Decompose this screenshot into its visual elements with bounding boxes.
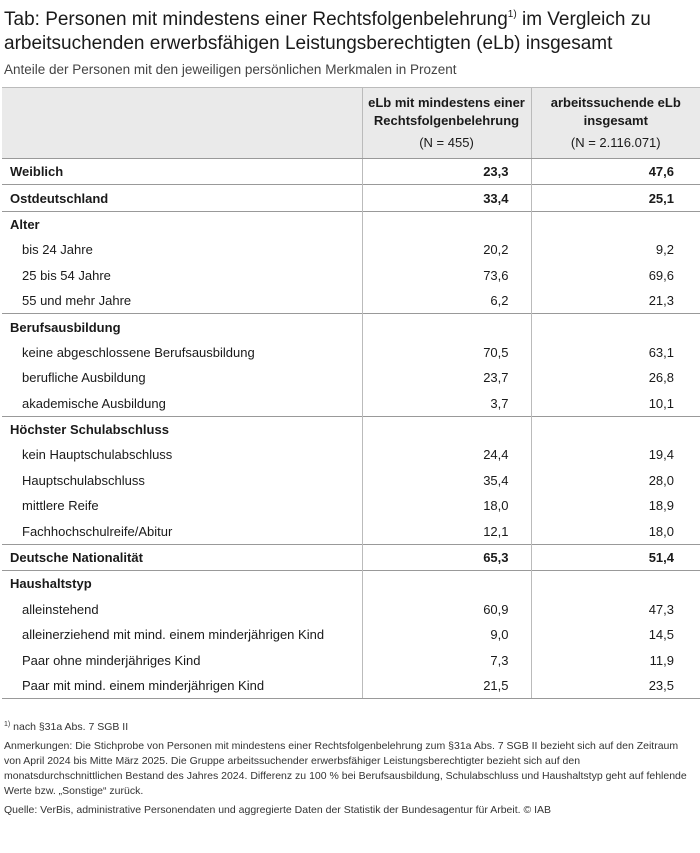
header-col-1-label: eLb mit mindestens einer Rechtsfolgenbelehrung [368,95,525,128]
value-col-1: 24,4 [362,442,531,467]
value-col-2 [531,571,700,597]
row-label: Ostdeutschland [2,185,362,211]
table-row [2,544,700,570]
row-label: Paar mit mind. einem minderjährigen Kind [2,673,362,699]
value-col-2: 28,0 [531,468,700,493]
value-col-1 [362,416,531,442]
table-subtitle: Anteile der Personen mit den jeweiligen persönlichen Merkmalen in Prozent [4,62,457,77]
table-title: Tab: Personen mit mindestens einer Rechtsfolgenbelehrung$^{1)}$ im Vergleich zu arbeitsuchenden erwerbsfähigen Leistungsberechtigten (eLb) insgesamt [4,9,651,54]
table-row [2,365,700,390]
row-label: Haushaltstyp [2,571,362,597]
value-col-1: 21,5 [362,673,531,699]
value-col-2 [531,416,700,442]
remarks: Anmerkungen: Die Stichprobe von Personen mit mindestens einer Rechtsfolgenbelehrung zum §31a Abs. 7 SGB II bezieht sich auf den Zeitraum von April 2024 bis Mitte März 2025. Die Gruppe arbeitssuchender erwerbsfähiger Leistungsberechtigter bezieht sich auf den monatsdurchschnittlichen Bestand des Jahres 2024. Differenz zu 100 % bei Berufsausbildung, Schulabschluss und Haushaltstyp geht auf fehlende Werte bzw. „Sonstige“ zurück. [4,740,687,798]
row-label: Hauptschulabschluss [22,472,145,488]
table-row [2,442,700,467]
table-row [2,673,700,699]
value-col-1 [362,571,531,597]
row-label: Paar ohne minderjähriges Kind [22,652,201,668]
value-col-1: 23,3 [362,159,531,185]
value-col-1: 3,7 [362,391,531,417]
data-table [2,87,700,699]
header-empty [2,88,362,159]
row-label: Weiblich [2,159,362,185]
table-row [2,493,700,518]
value-col-1 [362,211,531,237]
table-row [2,518,700,544]
value-col-2: 19,4 [531,442,700,467]
table-row [2,314,700,340]
value-col-2: 23,5 [531,673,700,699]
value-col-2: 10,1 [531,391,700,417]
row-label: 55 und mehr Jahre [22,293,132,309]
value-col-2: 26,8 [531,365,700,390]
row-label: Berufsausbildung [2,314,362,340]
value-col-2: 63,1 [531,340,700,365]
value-col-1: 7,3 [362,647,531,672]
value-col-2: 18,0 [531,518,700,544]
value-col-1: 23,7 [362,365,531,390]
table-row [2,340,700,365]
value-col-2: 47,6 [531,159,700,185]
row-label: bis 24 Jahre [22,242,93,258]
value-col-2: 11,9 [531,647,700,672]
footnote-marker: 1) [4,721,11,729]
row-label: 25 bis 54 Jahre [22,267,111,283]
value-col-2: 21,3 [531,288,700,314]
value-col-1: 73,6 [362,263,531,288]
value-col-2: 9,2 [531,237,700,262]
value-col-2: 47,3 [531,597,700,622]
value-col-1: 12,1 [362,518,531,544]
header-col-1-n: (N = 455) [419,135,474,150]
value-col-1 [362,314,531,340]
value-col-1: 65,3 [362,544,531,570]
value-col-2 [531,314,700,340]
source: Quelle: VerBis, administrative Personendaten und aggregierte Daten der Statistik der Bundesagentur für Arbeit. © IAB [4,804,552,817]
value-col-1: 18,0 [362,493,531,518]
row-label: Fachhochschulreife/Abitur [22,523,173,539]
table-row [2,416,700,442]
row-label: Alter [2,211,362,237]
header-col-1 [362,88,531,159]
value-col-2: 51,4 [531,544,700,570]
value-col-1: 33,4 [362,185,531,211]
header-row [2,88,700,159]
table-row [2,288,700,314]
value-col-1: 60,9 [362,597,531,622]
row-label: berufliche Ausbildung [22,370,146,386]
header-col-2 [531,88,700,159]
value-col-1: 6,2 [362,288,531,314]
notes [4,717,696,818]
table-row [2,263,700,288]
value-col-1: 20,2 [362,237,531,262]
table-row [2,159,700,185]
title-footnote-marker: 1) [507,9,517,20]
value-col-2: 14,5 [531,622,700,647]
value-col-1: 9,0 [362,622,531,647]
row-label: mittlere Reife [22,498,99,514]
table-row [2,185,700,211]
value-col-1: 70,5 [362,340,531,365]
row-label: kein Hauptschulabschluss [22,447,173,463]
row-label: akademische Ausbildung [22,395,166,411]
table-row [2,622,700,647]
table-row [2,468,700,493]
value-col-1: 35,4 [362,468,531,493]
table-row [2,211,700,237]
table-row [2,571,700,597]
footnote: $^{1)}$ nach §31a Abs. 7 SGB II [4,721,129,734]
table-row [2,647,700,672]
row-label: alleinstehend [22,601,99,617]
table-row [2,391,700,417]
value-col-2: 69,6 [531,263,700,288]
table-row [2,597,700,622]
row-label: Deutsche Nationalität [2,544,362,570]
value-col-2: 18,9 [531,493,700,518]
value-col-2: 25,1 [531,185,700,211]
header-col-2-label: arbeitssuchende eLb insgesamt [550,95,681,128]
row-label: alleinerziehend mit mind. einem minderjährigen Kind [22,627,325,643]
value-col-2 [531,211,700,237]
row-label: keine abgeschlossene Berufsausbildung [22,344,255,360]
table-row [2,237,700,262]
header-col-2-n: (N = 2.116.071) [570,135,661,150]
row-label: Höchster Schulabschluss [2,416,362,442]
